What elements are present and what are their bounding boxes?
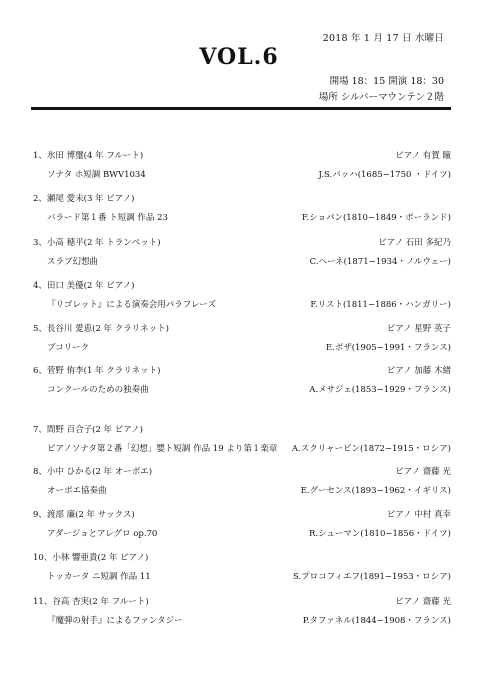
accompanist: ピアノ 齋藤 光 [395,467,451,477]
performer [33,465,152,477]
performer [33,236,161,248]
header-divider [31,107,451,110]
performer [33,551,148,563]
program-item [33,192,451,223]
work-title: スラブ幻想曲 [47,257,99,267]
program-item [33,236,451,267]
performer-name: 長谷川 愛恵(2 年 クラリネット) [46,324,169,334]
work-title: バラード第１番 ト短調 作品 23 [47,213,168,223]
item-number: 11、 [33,597,53,607]
work-title: アダージョとアレグロ op.70 [47,529,158,539]
item-number: 9、 [33,510,47,520]
performer [33,423,143,435]
item-number: 6、 [33,366,47,376]
performer [33,192,134,204]
accompanist: ピアノ 中村 真幸 [386,510,451,520]
item-number: 4、 [33,281,47,291]
program-item [33,508,451,539]
work-title: ピアノソナタ第２番「幻想」嬰ト短調 作品 19 より第１楽章 [47,444,278,454]
program-item [33,595,451,626]
accompanist: ピアノ 石田 多紀乃 [378,238,451,248]
work-title: コンクールのための独奏曲 [47,385,149,395]
page-title: VOL.6 [199,44,279,70]
performer-name: 田口 美優(2 年 ピアノ) [46,281,135,291]
composer: S.プロコフィエフ(1891−1953・ロシア) [292,572,451,582]
performer-name: 瀬尾 愛未(3 年 ピアノ) [46,194,135,204]
accompanist: ピアノ 齋藤 光 [395,597,451,607]
work-title: 『リゴレット』による演奏会用パラフレーズ [47,300,216,310]
item-number: 1、 [33,151,47,161]
performer-name: 谷高 杏実(2 年 フルート) [52,597,149,607]
performer [33,322,169,334]
program-item [33,322,451,353]
work-title: トッカータ ニ短調 作品 11 [47,572,151,582]
venue-info: 場所 シルバーマウンテン２階 [318,92,444,103]
concert-date: 2018 年 1 月 17 日 水曜日 [322,33,444,44]
work-title: ブコリーク [47,343,90,353]
composer: P.タファネル(1844−1908・フランス) [302,616,451,626]
program-item [33,364,451,395]
item-number: 2、 [33,194,47,204]
performer-name: 間野 百合子(2 年 ピアノ) [46,425,143,435]
composer: E.グーセンス(1893−1962・イギリス) [300,486,451,496]
performer-name: 渡部 廉(2 年 サックス) [46,510,135,520]
work-title: 『魔弾の射手』によるファンタジー [47,616,183,626]
composer: J.S.バッハ(1685−1750 ・ドイツ) [318,170,451,180]
work-title: オーボエ協奏曲 [47,486,107,496]
program-item [33,423,451,454]
accompanist: ピアノ 星野 英子 [386,324,451,334]
program-item [33,279,451,310]
item-number: 10、 [33,553,53,563]
performer-name: 小中 ひかる(2 年 オーボエ) [46,467,153,477]
program-item [33,149,451,180]
time-info: 開場 18：15 開演 18：30 [329,76,444,87]
performer [33,508,135,520]
composer: A.スクリャービン(1872−1915・ロシア) [291,444,451,454]
item-number: 3、 [33,238,47,248]
composer: F.ショパン(1810−1849・ポーランド) [301,213,451,223]
accompanist: ピアノ 加藤 木緒 [386,366,451,376]
composer: E.ボザ(1905−1991・フランス) [325,343,451,353]
program-item [33,551,451,582]
accompanist: ピアノ 有賀 瞳 [395,151,451,161]
composer: A.メサジェ(1853−1929・フランス) [309,385,451,395]
performer [33,595,149,607]
performer [33,364,160,376]
composer: C.ヘーネ(1871−1934・ノルウェー) [309,257,451,267]
composer: R.シューマン(1810−1856・ドイツ) [308,529,451,539]
performer [33,279,134,291]
item-number: 8、 [33,467,47,477]
performer-name: 菅野 侑李(1 年 クラリネット) [46,366,161,376]
program-item [33,465,451,496]
item-number: 5、 [33,324,47,334]
performer-name: 小林 響亜貴(2 年 ピアノ) [52,553,149,563]
item-number: 7、 [33,425,47,435]
performer-name: 小高 穂平(2 年 トランペット) [46,238,161,248]
composer: F.リスト(1811−1886・ハンガリー) [310,300,451,310]
work-title: ソナタ ホ短調 BWV1034 [47,170,146,180]
performer [33,149,143,161]
performer-name: 氷田 博璽(4 年 フルート) [46,151,144,161]
